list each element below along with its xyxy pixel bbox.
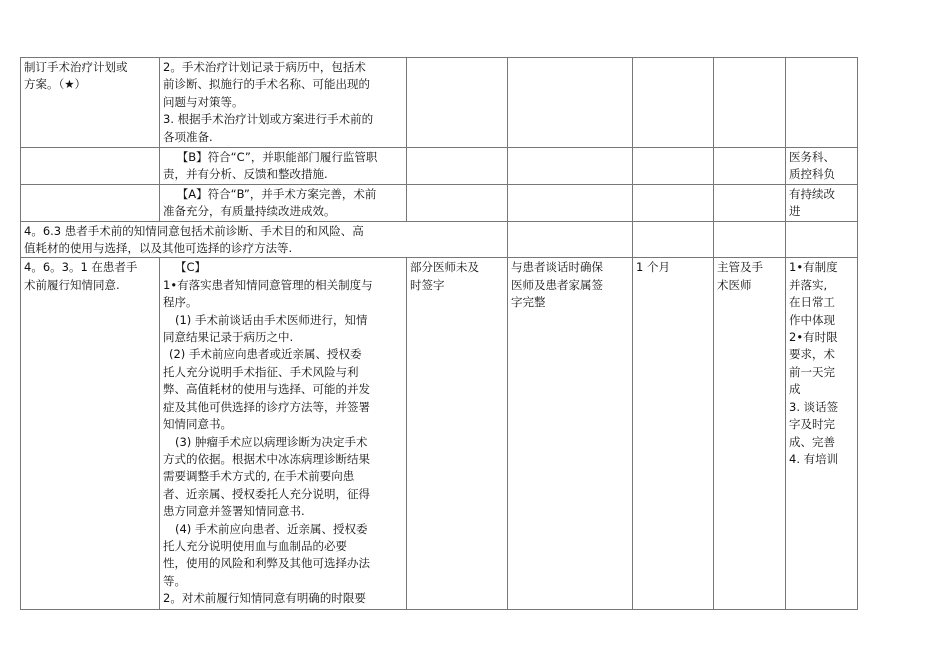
cell-line: 1•有落实患者知情同意管理的相关制度与 [163,277,373,292]
empty-cell [633,58,714,148]
empty-cell [407,184,508,221]
table-row [21,148,858,185]
cell-line: 值耗材的使用与选择，以及其他可选择的诊疗方法等. [24,241,293,256]
cell-line: 前诊断、拟施行的手术名称、可能出现的 [163,77,370,92]
empty-cell [21,148,160,185]
cell-line: 2•有时限 [789,330,838,345]
cell-line: 同意结果记录于病历之中. [163,330,294,345]
empty-cell [714,184,786,221]
cell-line: 3. 谈话签 [789,399,839,414]
cell-line: (3) 肿瘤手术应以病理诊断为决定手术 [175,434,368,449]
cell-line: 进 [789,204,801,219]
cell-line: 方式的依据。根据术中冰冻病理诊断结果 [163,451,370,466]
cell-line: 前一天完 [789,364,835,379]
cell-line: 托人充分说明使用血与血制品的必要 [163,538,347,553]
empty-cell [633,148,714,185]
empty-cell [714,221,786,258]
cell-line: 术前履行知情同意. [24,277,120,292]
cell-line: 要求，术 [789,347,835,362]
standard-detail-cell [160,258,407,610]
cell-line: 知情同意书。 [163,417,232,432]
empty-cell [407,58,508,148]
empty-cell [508,148,633,185]
cell-line: 责，并有分析、反馈和整改措施. [163,167,328,182]
cell-line: 4. 有培训 [789,451,839,466]
cell-line: 需要调整手术方式的, 在手术前要向患 [163,469,355,484]
cell-line: (4) 手术前应向患者、近亲属、授权委 [175,521,368,536]
responsible-person-cell [714,258,786,610]
standard-item-cell [21,258,160,610]
cell-line: 【A】符合“B”，并手术方案完善，术前 [176,186,377,201]
cell-line: 1•有制度 [789,260,838,275]
cell-line: 医师及患者家属签 [511,277,603,292]
cell-line: 3. 根据手术治疗计划或方案进行手术前的 [163,112,374,127]
deadline-cell [633,258,714,610]
grade-a-cell [160,184,407,221]
cell-line: 1 个月 [636,260,670,275]
cell-line: (2) 手术前应向患者或近亲属、授权委 [169,347,362,362]
responsible-dept-cell [786,148,858,185]
table-row [21,258,858,610]
standard-item-cell [21,58,160,148]
cell-line: 程序。 [163,295,198,310]
cell-line: 2。对术前履行知情同意有明确的时限要 [163,591,366,606]
empty-cell [21,184,160,221]
measure-cell [508,258,633,610]
cell-line: 有持续改 [789,186,835,201]
table-row [21,58,858,148]
empty-cell [714,58,786,148]
cell-line: 问题与对策等。 [163,94,244,109]
cell-line: 术医师 [717,277,752,292]
cell-line: 医务科、 [789,150,835,164]
cell-line: 与患者谈话时确保 [511,260,603,275]
empty-cell [786,221,858,258]
empty-cell [786,58,858,148]
cell-line: 4。6。3。1 在患者手 [24,260,138,275]
empty-cell [508,58,633,148]
cell-line: 患方同意并签署知情同意书. [163,504,305,519]
cell-line: 准备充分，有质量持续改进成效。 [163,204,336,219]
cell-line: 症及其他可供选择的诊疗方法等，并签署 [163,399,370,414]
empty-cell [508,184,633,221]
cell-line: 字完整 [511,295,546,310]
empty-cell [407,148,508,185]
quality-standard-table [20,57,858,610]
cell-line: 并落实, [789,277,828,292]
cell-line: 成、完善 [789,434,835,449]
standard-detail-cell [160,58,407,148]
cell-line: 【B】符合“C”，并职能部门履行监管职 [176,150,378,164]
cell-line: 性，使用的风险和利弊及其他可选择办法 [163,556,370,571]
cell-line: 各项准备. [163,129,213,144]
cell-line: 弊、高值耗材的使用与选择、可能的并发 [163,382,370,397]
empty-cell [714,148,786,185]
cell-line: (1) 手术前谈话由手术医师进行，知情 [175,312,368,327]
cell-line: 主管及手 [717,260,763,275]
cell-line: 方案。（★） [24,77,87,92]
cell-line: 4。6.3 患者手术前的知情同意包括术前诊断、手术目的和风险、高 [24,223,364,238]
cell-line: 质控科负 [789,167,835,182]
cell-line: 者、近亲属、授权委托人充分说明，征得 [163,486,370,501]
table-row [21,221,858,258]
cell-line: 部分医师未及 [410,260,479,275]
cell-line: 在日常工 [789,295,835,310]
cell-line: 时签字 [410,277,445,292]
outcome-cell [786,258,858,610]
cell-line: 成 [789,382,801,397]
empty-cell [633,184,714,221]
empty-cell [633,221,714,258]
problem-cell [407,258,508,610]
cell-line: 字及时完 [789,417,835,432]
table-row [21,184,858,221]
cell-line: 托人充分说明手术指征、手术风险与利 [163,364,359,379]
grade-b-cell [160,148,407,185]
section-heading-cell [21,221,508,258]
improvement-cell [786,184,858,221]
cell-line: 【C】 [175,260,207,275]
cell-line: 2。手术治疗计划记录于病历中，包括术 [163,60,366,74]
cell-line: 作中体现 [789,312,835,327]
cell-line: 等。 [163,573,186,588]
empty-cell [508,221,633,258]
cell-line: 制订手术治疗计划或 [24,60,128,74]
